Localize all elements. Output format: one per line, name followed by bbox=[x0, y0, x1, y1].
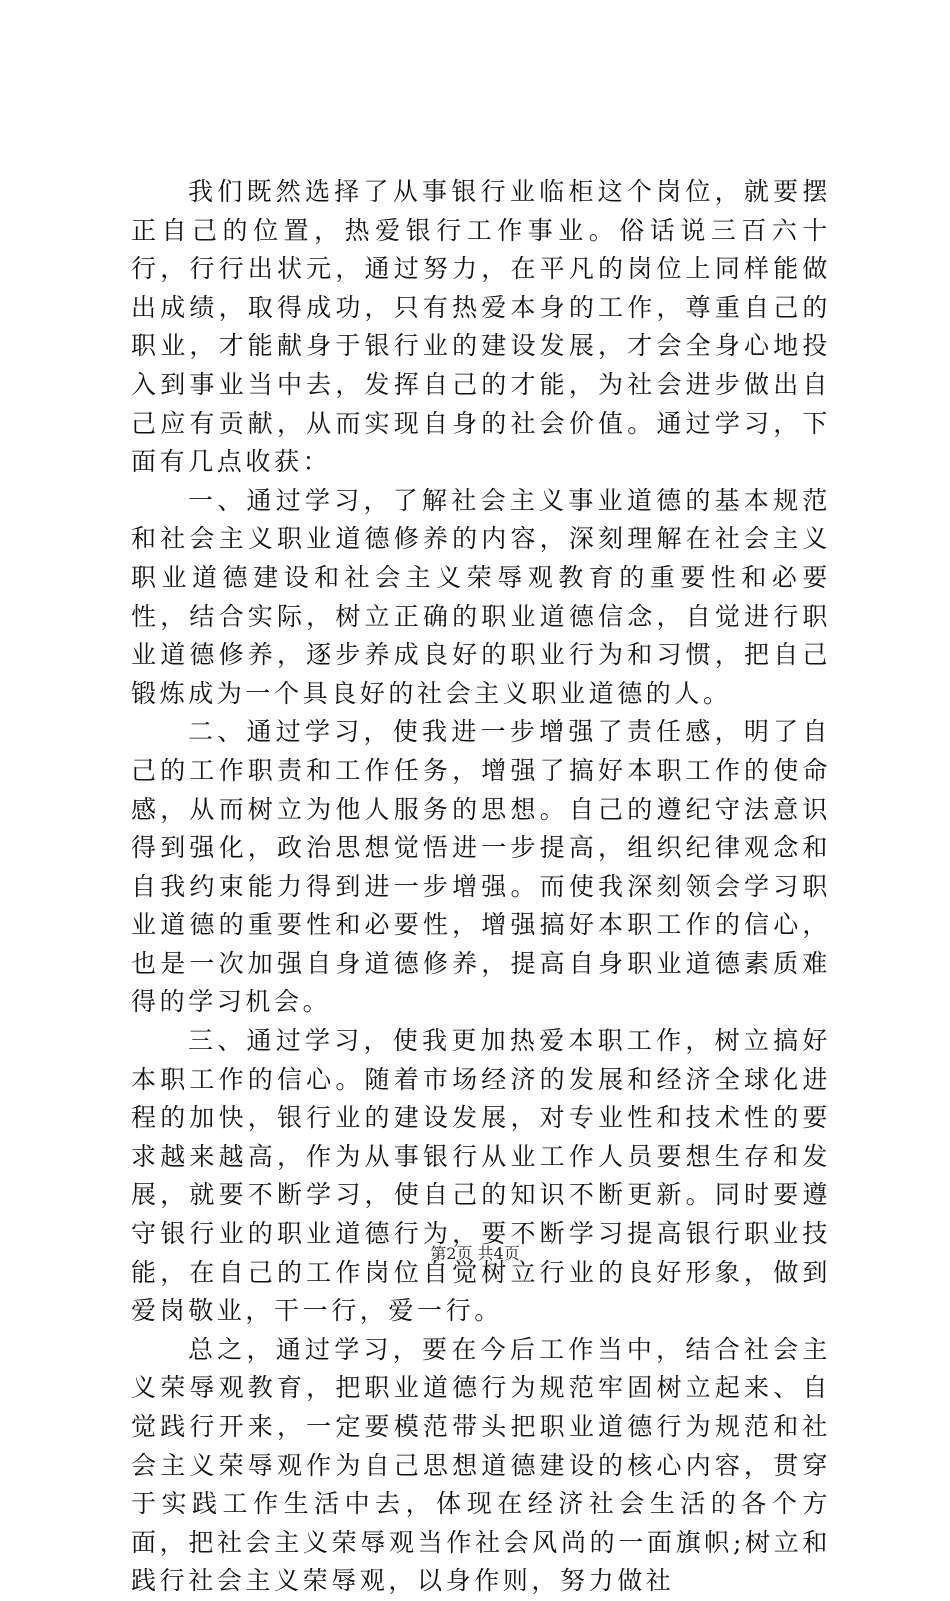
paragraph-intro: 我们既然选择了从事银行业临柜这个岗位，就要摆正自己的位置，热爱银行工作事业。俗话说三百六十行，行行出状元，通过努力，在平凡的岗位上同样能做出成绩，取得成功，只有热爱本身的工作，尊重自己的职业，才能献身于银行业的建设发展，才会全身心地投入到事业当中去，发挥自己的才能，为社会进步做出自己应有贡献，从而实现自身的社会价值。通过学习，下面有几点收获： bbox=[131, 177, 831, 477]
document-body bbox=[131, 173, 831, 1601]
page-number-footer: 第2页 共4页 bbox=[430, 1244, 520, 1263]
paragraph-point-two: 二、通过学习，使我进一步增强了责任感，明了自己的工作职责和工作任务，增强了搞好本职工作的使命感，从而树立为他人服务的思想。自己的遵纪守法意识得到强化，政治思想觉悟进一步提高，组织纪律观念和自我约束能力得到进一步增强。而使我深刻领会学习职业道德的重要性和必要性，增强搞好本职工作的信心，也是一次加强自身道德修养，提高自身职业道德素质难得的学习机会。 bbox=[131, 717, 831, 1017]
paragraph-summary: 总之，通过学习，要在今后工作当中，结合社会主义荣辱观教育，把职业道德行为规范牢固树立起来、自觉践行开来，一定要模范带头把职业道德行为规范和社会主义荣辱观作为自己思想道德建设的核心内容，贯穿于实践工作生活中去，体现在经济社会生活的各个方面，把社会主义荣辱观当作社会风尚的一面旗帜;树立和践行社会主义荣辱观，以身作则，努力做社 bbox=[131, 1334, 831, 1596]
paragraph-point-one: 一、通过学习，了解社会主义事业道德的基本规范和社会主义职业道德修养的内容，深刻理解在社会主义职业道德建设和社会主义荣辱观教育的重要性和必要性，结合实际，树立正确的职业道德信念，自觉进行职业道德修养，逐步养成良好的职业行为和习惯，把自己锻炼成为一个具良好的社会主义职业道德的人。 bbox=[131, 485, 831, 708]
paragraph-point-three: 三、通过学习，使我更加热爱本职工作，树立搞好本职工作的信心。随着市场经济的发展和经济全球化进程的加快，银行业的建设发展，对专业性和技术性的要求越来越高，作为从事银行从业工作人员要想生存和发展，就要不断学习，使自己的知识不断更新。同时要遵守银行业的职业道德行为，要不断学习提高银行职业技能，在自己的工作岗位自觉树立行业的良好形象，做到爱岗敬业，干一行，爱一行。 bbox=[131, 1026, 831, 1326]
